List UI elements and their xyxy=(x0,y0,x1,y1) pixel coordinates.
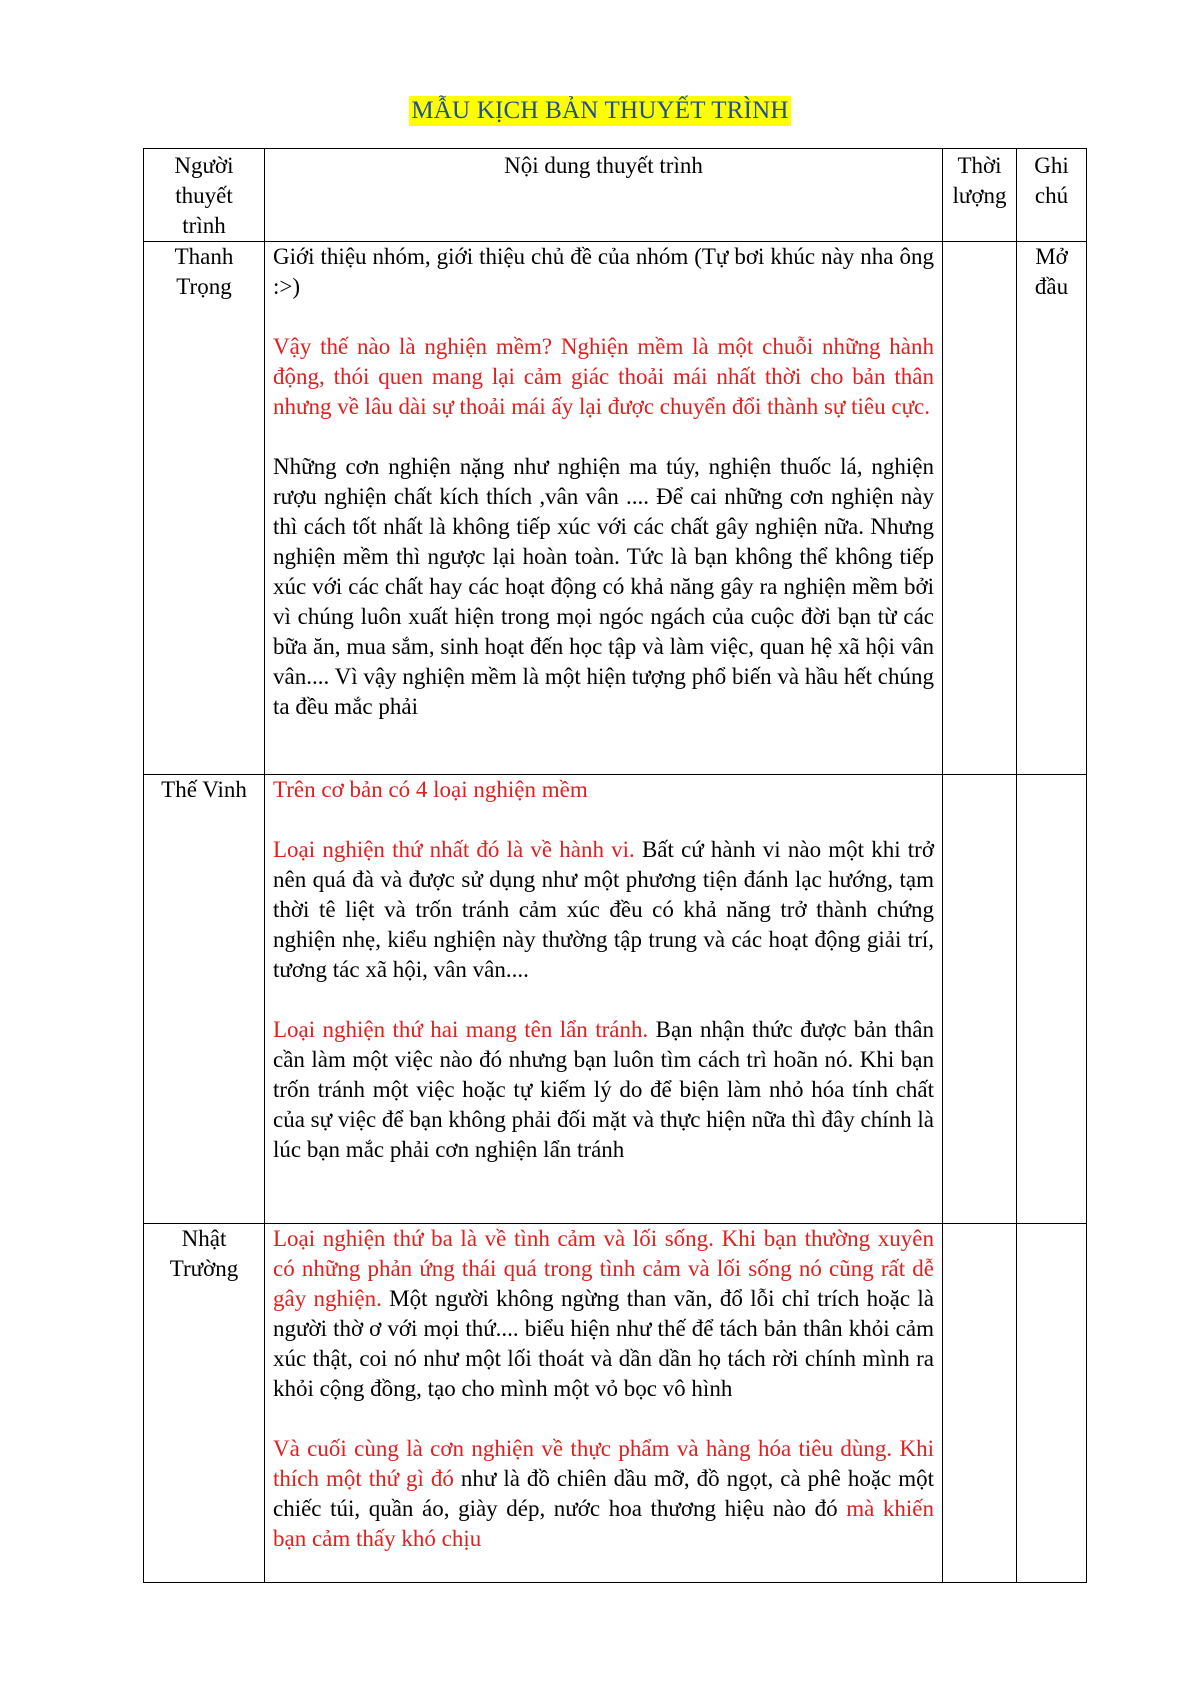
highlight-text: Loại nghiện thứ ba là về tình cảm và lối sống. Khi bạn thường xuyên có những phản ứng thái quá trong tình cảm và lối sống nó cũng rất dễ gây nghiện. xyxy=(273,1226,934,1311)
content-cell xyxy=(265,775,943,1224)
body-text: Bất cứ hành vi nào một khi trở nên quá đà và được sử dụng như một phương tiện đánh lạc hướng, tạm thời tê liệt và trốn tránh cảm xúc đều có khả năng trở thành chứng nghiện nhẹ, kiểu nghiện này thường tập trung và các hoạt động giải trí, tương tác xã hội, vân vân.... xyxy=(273,837,934,982)
body-text: Bạn nhận thức được bản thân cần làm một việc nào đó nhưng bạn luôn tìm cách trì hoãn nó. Khi bạn trốn tránh một việc hoặc tự kiếm lý do để biện làm nhỏ hóa tính chất của sự việc để bạn không phải đối mặt và thực hiện nữa thì đây chính là lúc bạn mắc phải cơn nghiện lẩn tránh xyxy=(273,1017,935,1162)
document-title: MẪU KỊCH BẢN THUYẾT TRÌNH xyxy=(411,97,789,124)
note-cell xyxy=(1017,775,1087,1224)
note-cell xyxy=(1017,1224,1087,1583)
table-row xyxy=(144,775,1087,1224)
note-cell: Mở đầu xyxy=(1017,242,1087,775)
content-paragraph xyxy=(273,835,934,985)
content-paragraph: Những cơn nghiện nặng như nghiện ma túy, nghiện thuốc lá, nghiện rượu nghiện chất kích thích ,vân vân .... Để cai những cơn nghiện này thì cách tốt nhất là không tiếp xúc với các chất gây nghiện nữa. Nhưng nghiện mềm thì ngược lại hoàn toàn. Tức là bạn không thể không tiếp xúc với các chất hay các hoạt động có khả năng gây ra nghiện mềm bởi vì chúng luôn xuất hiện trong mọi ngóc ngách của cuộc đời bạn từ các bữa ăn, mua sắm, sinh hoạt đến học tập và làm việc, quan hệ xã hội vân vân.... Vì vậy nghiện mềm là một hiện tượng phổ biến và hầu hết chúng ta đều mắc phải xyxy=(273,454,934,719)
script-table xyxy=(143,148,1087,1583)
highlight-text: Và cuối cùng là cơn nghiện về thực phẩm và hàng hóa tiêu dùng. Khi thích một thứ gì đó xyxy=(273,1436,934,1491)
content-cell xyxy=(265,1224,943,1583)
content-paragraph xyxy=(273,1434,934,1554)
header-note: Ghi chú xyxy=(1017,149,1087,242)
table-row xyxy=(144,242,1087,775)
highlight-text: Loại nghiện thứ hai mang tên lẩn tránh. xyxy=(273,1017,649,1042)
duration-cell xyxy=(943,775,1017,1224)
duration-cell xyxy=(943,1224,1017,1583)
content-cell xyxy=(265,242,943,775)
content-paragraph-highlight: Vậy thế nào là nghiện mềm? Nghiện mềm là một chuỗi những hành động, thói quen mang lại cảm giác thoải mái nhất thời cho bản thân nhưng về lâu dài sự thoải mái ấy lại được chuyển đổi thành sự tiêu cực. xyxy=(273,334,934,419)
duration-cell xyxy=(943,242,1017,775)
body-text: Một người không ngừng than vãn, đổ lỗi chỉ trích hoặc là người thờ ơ với mọi thứ.... biểu hiện như thế để tách bản thân khỏi cảm xúc thật, coi nó như một lối thoát và dần dần họ tách rời chính mình ra khỏi cộng đồng, tạo cho mình một vỏ bọc vô hình xyxy=(273,1286,934,1401)
highlight-text: Loại nghiện thứ nhất đó là về hành vi. xyxy=(273,837,635,862)
content-paragraph-highlight: Trên cơ bản có 4 loại nghiện mềm xyxy=(273,777,588,802)
title-wrap xyxy=(0,96,1200,126)
presenter-cell: Thanh Trọng xyxy=(144,242,265,775)
body-text: như là đồ chiên dầu mỡ, đồ ngọt, cà phê hoặc một chiếc túi, quần áo, giày dép, nước hoa thương hiệu nào đó xyxy=(273,1466,934,1521)
highlight-text: mà khiến bạn cảm thấy khó chịu xyxy=(273,1496,934,1551)
content-paragraph xyxy=(273,1015,934,1165)
table-row xyxy=(144,1224,1087,1583)
table-header-row xyxy=(144,149,1087,242)
header-content: Nội dung thuyết trình xyxy=(265,149,943,242)
presenter-cell: Nhật Trường xyxy=(144,1224,265,1583)
content-paragraph: Giới thiệu nhóm, giới thiệu chủ đề của nhóm (Tự bơi khúc này nha ông :>) xyxy=(273,244,934,299)
header-presenter: Người thuyết trình xyxy=(144,149,265,242)
presenter-cell: Thế Vinh xyxy=(144,775,265,1224)
content-paragraph xyxy=(273,1224,934,1404)
header-duration: Thời lượng xyxy=(943,149,1017,242)
